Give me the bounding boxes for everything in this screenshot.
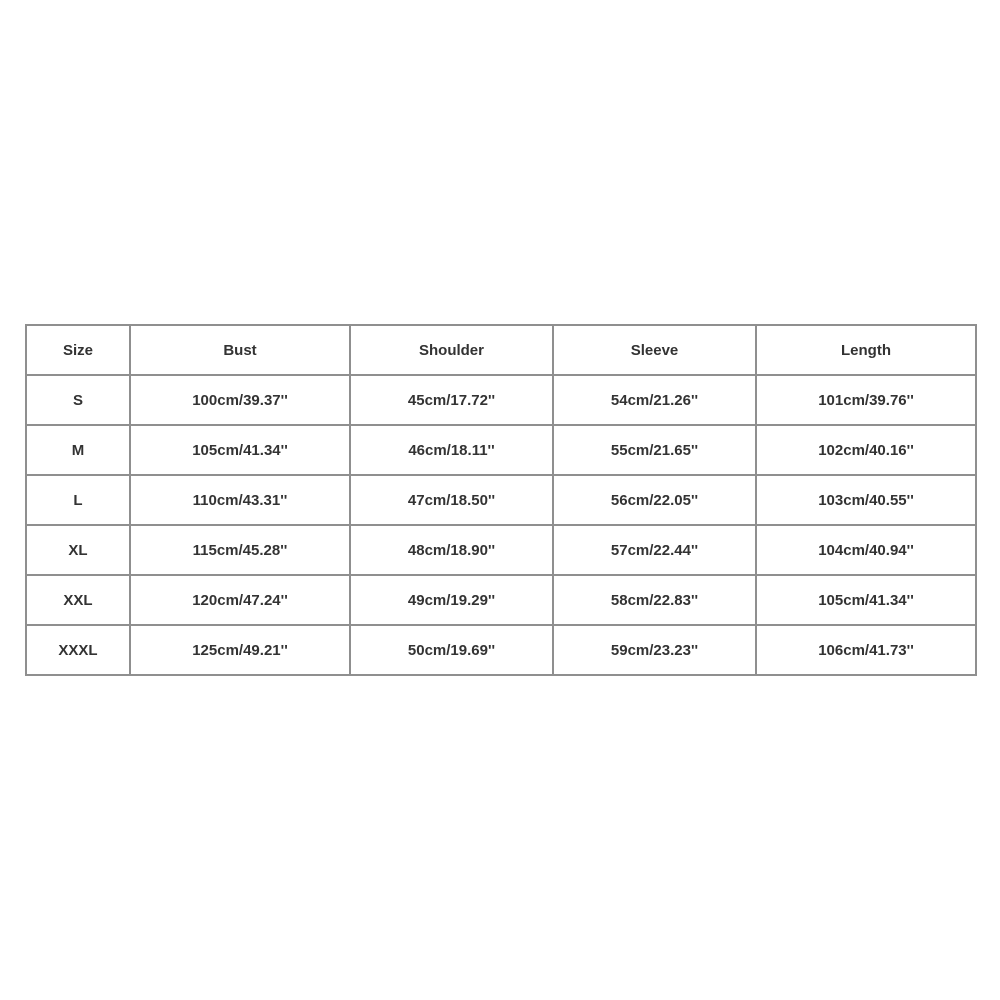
cell-length: 102cm/40.16'' <box>756 425 976 475</box>
cell-bust: 110cm/43.31'' <box>130 475 350 525</box>
cell-size: L <box>26 475 130 525</box>
header-bust: Bust <box>130 325 350 375</box>
table-row <box>26 525 976 575</box>
cell-length: 104cm/40.94'' <box>756 525 976 575</box>
cell-shoulder: 48cm/18.90'' <box>350 525 553 575</box>
table-header-row <box>26 325 976 375</box>
cell-length: 105cm/41.34'' <box>756 575 976 625</box>
cell-sleeve: 58cm/22.83'' <box>553 575 756 625</box>
cell-sleeve: 54cm/21.26'' <box>553 375 756 425</box>
cell-size: M <box>26 425 130 475</box>
table-row <box>26 475 976 525</box>
table-row <box>26 425 976 475</box>
cell-size: S <box>26 375 130 425</box>
cell-length: 103cm/40.55'' <box>756 475 976 525</box>
cell-shoulder: 49cm/19.29'' <box>350 575 553 625</box>
header-length: Length <box>756 325 976 375</box>
cell-shoulder: 50cm/19.69'' <box>350 625 553 675</box>
table-row <box>26 375 976 425</box>
cell-bust: 105cm/41.34'' <box>130 425 350 475</box>
cell-bust: 125cm/49.21'' <box>130 625 350 675</box>
cell-shoulder: 46cm/18.11'' <box>350 425 553 475</box>
cell-shoulder: 45cm/17.72'' <box>350 375 553 425</box>
table-row <box>26 575 976 625</box>
table-row <box>26 625 976 675</box>
cell-sleeve: 59cm/23.23'' <box>553 625 756 675</box>
cell-bust: 100cm/39.37'' <box>130 375 350 425</box>
header-shoulder: Shoulder <box>350 325 553 375</box>
header-size: Size <box>26 325 130 375</box>
size-chart-table <box>25 324 977 676</box>
cell-size: XL <box>26 525 130 575</box>
cell-bust: 120cm/47.24'' <box>130 575 350 625</box>
cell-shoulder: 47cm/18.50'' <box>350 475 553 525</box>
cell-sleeve: 56cm/22.05'' <box>553 475 756 525</box>
cell-sleeve: 55cm/21.65'' <box>553 425 756 475</box>
cell-length: 106cm/41.73'' <box>756 625 976 675</box>
cell-length: 101cm/39.76'' <box>756 375 976 425</box>
cell-size: XXXL <box>26 625 130 675</box>
cell-bust: 115cm/45.28'' <box>130 525 350 575</box>
cell-size: XXL <box>26 575 130 625</box>
cell-sleeve: 57cm/22.44'' <box>553 525 756 575</box>
header-sleeve: Sleeve <box>553 325 756 375</box>
